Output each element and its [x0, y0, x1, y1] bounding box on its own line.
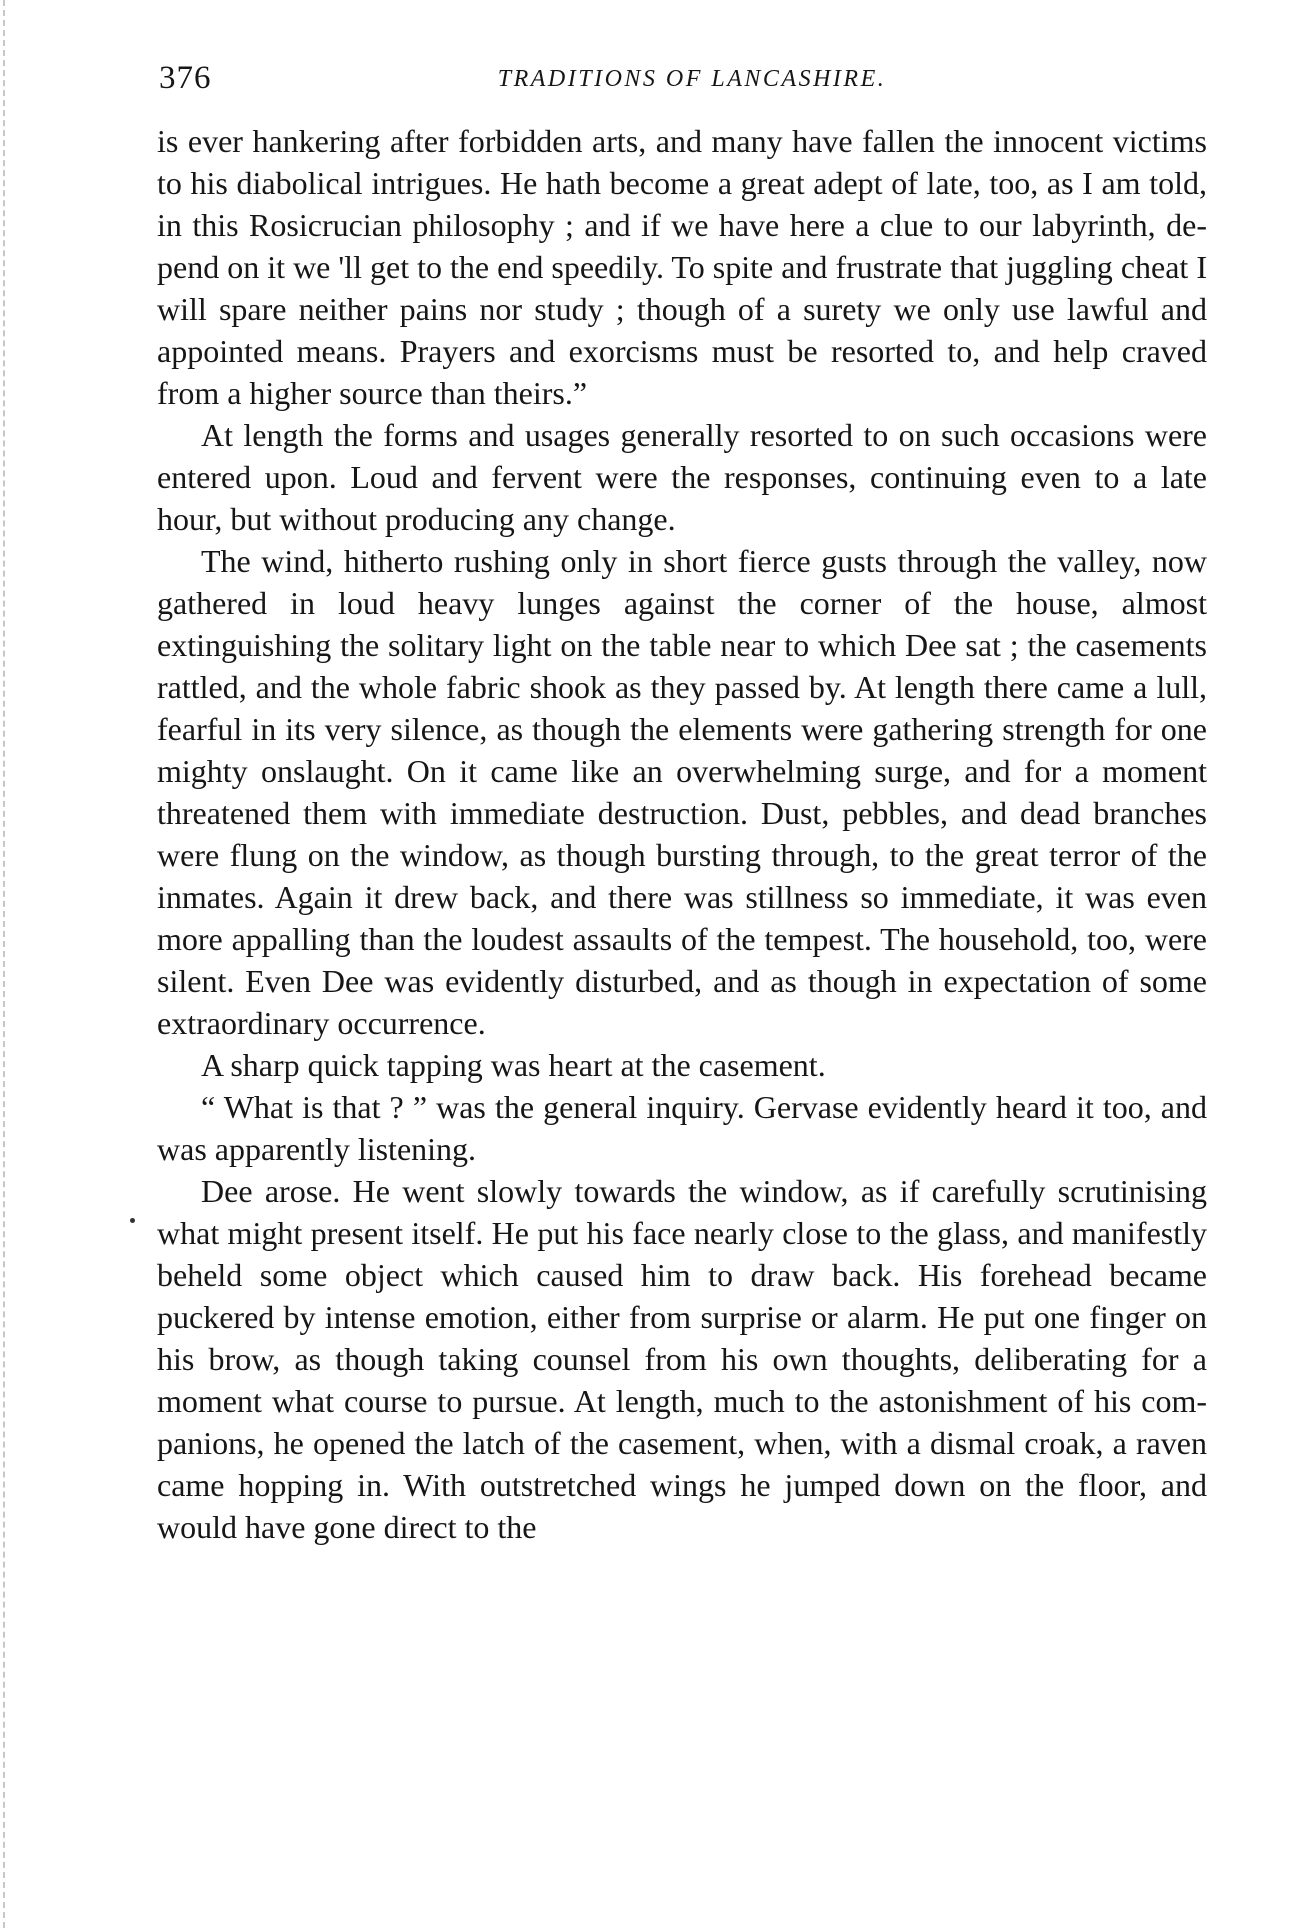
page-number: 376: [159, 60, 212, 96]
book-page: [157, 58, 1207, 1548]
paragraph: At length the forms and usages generally resorted to on such occasions were entered upon. Loud and fervent were the responses, continuing even to a late hour, but without producing any change.: [157, 417, 1207, 537]
print-speck: [130, 1218, 135, 1223]
page-gutter-edge: [3, 0, 5, 1928]
paragraph: The wind, hitherto rushing only in short fierce gusts through the valley, now gathered in loud heavy lunges against the corner of the house, almost extinguishing the solitary light on the table near to which Dee sat ; the casements rattled, and the whole fabric shook as they passed by. At length there came a lull, fearful in its very silence, as though the elements were gathering strength for one mighty onslaught. On it came like an overwhelming surge, and for a moment threatened them with immediate destruction. Dust, pebbles, and dead branches were flung on the window, as though bursting through, to the great terror of the inmates. Again it drew back, and there was stillness so immediate, it was even more appalling than the loudest assaults of the tempest. The household, too, were silent. Even Dee was evidently disturbed, and as though in expectation of some extraordinary occurrence.: [157, 543, 1207, 1041]
paragraph: “ What is that ? ” was the general inquiry. Gervase evidently heard it too, and was apparently listening.: [157, 1089, 1207, 1167]
body-text: [157, 120, 1207, 1548]
paragraph: Dee arose. He went slowly towards the window, as if carefully scrutinising what might present itself. He put his face nearly close to the glass, and manifestly beheld some object which caused him to draw back. His forehead became puckered by intense emotion, either from surprise or alarm. He put one finger on his brow, as though taking counsel from his own thoughts, deliberating for a moment what course to pursue. At length, much to the astonishment of his companions, he opened the latch of the casement, when, with a dismal croak, a raven came hopping in. With outstretched wings he jumped down on the floor, and would have gone direct to the: [157, 1173, 1207, 1545]
page-header: [157, 58, 1207, 110]
paragraph-continuation: is ever hankering after forbidden arts, and many have fallen the innocent victims to his diabolical intrigues. He hath become a great adept of late, too, as I am told, in this Rosicrucian philosophy ; and if we have here a clue to our labyrinth, depend on it we 'll get to the end speedily. To spite and frustrate that juggling cheat I will spare neither pains nor study ; though of a surety we only use lawful and appointed means. Prayers and exorcisms must be resorted to, and help craved from a higher source than theirs.”: [157, 123, 1207, 411]
paragraph: A sharp quick tapping was heart at the casement.: [201, 1047, 826, 1083]
running-head: TRADITIONS OF LANCASHIRE.: [497, 66, 887, 92]
